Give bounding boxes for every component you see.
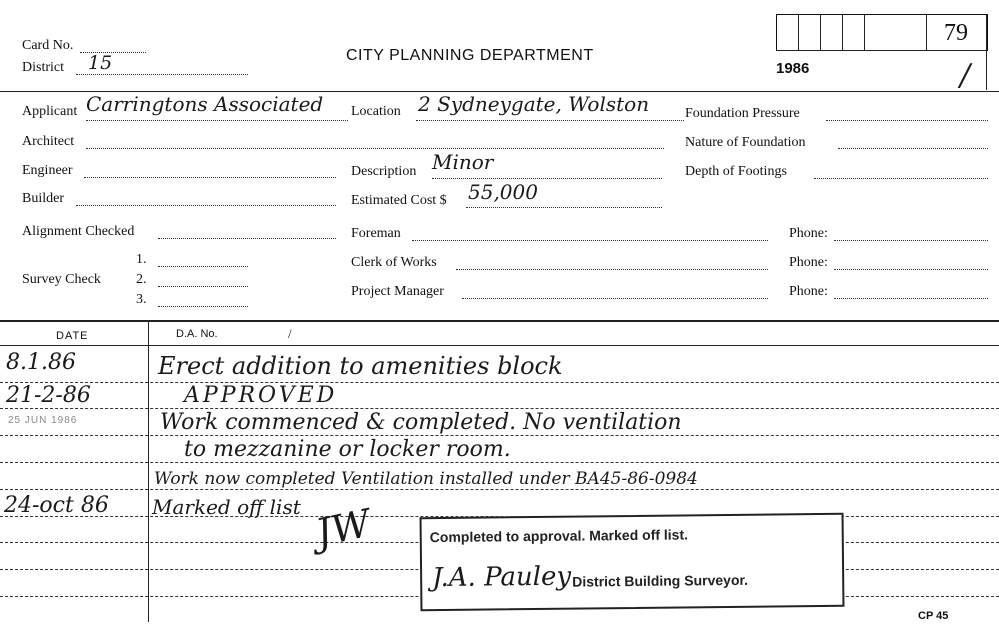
estimated-cost-value: 55,000 xyxy=(468,180,538,204)
district-label: District xyxy=(22,60,64,75)
architect-field xyxy=(86,148,664,149)
survey-field-3 xyxy=(158,306,248,307)
check-mark: / xyxy=(960,58,971,93)
entry-1-date: 8.1.86 xyxy=(6,350,76,375)
entry-5-text: Work now completed Ventilation installed under BA45-86-0984 xyxy=(154,469,698,489)
location-value: 2 Sydneygate, Wolston xyxy=(418,92,650,116)
foundation-pressure-field xyxy=(826,120,988,121)
entry-6-text: Marked off list xyxy=(152,495,301,519)
survey-check-label: Survey Check xyxy=(22,272,101,287)
engineer-label: Engineer xyxy=(22,163,73,178)
entry-4-text: to mezzanine or locker room. xyxy=(184,437,511,462)
clerk-of-works-label: Clerk of Works xyxy=(351,255,437,270)
stamp-line-2: District Building Surveyor. xyxy=(572,571,749,590)
foreman-field xyxy=(412,240,768,241)
district-value: 15 xyxy=(88,52,113,74)
date-column-divider xyxy=(148,322,149,622)
approval-stamp xyxy=(420,513,845,611)
survey-item-1: 1. xyxy=(136,252,147,267)
card-no-label: Card No. xyxy=(22,38,74,53)
estimated-cost-label: Estimated Cost $ xyxy=(351,193,447,208)
description-label: Description xyxy=(351,164,417,179)
location-field xyxy=(416,120,684,121)
entry-6-date: 24-oct 86 xyxy=(4,493,109,518)
builder-label: Builder xyxy=(22,191,64,206)
year-label: 1986 xyxy=(776,60,810,77)
log-divider xyxy=(0,320,999,322)
estimated-cost-field xyxy=(466,207,662,208)
foreman-phone-field xyxy=(834,240,988,241)
entry-3-text: Work commenced & completed. No ventilation xyxy=(160,410,682,435)
header-row-line xyxy=(0,345,999,346)
entry-1-text: Erect addition to amenities block xyxy=(158,352,563,380)
project-manager-field xyxy=(462,298,768,299)
description-value: Minor xyxy=(432,150,494,174)
row-line xyxy=(0,435,999,436)
clerk-of-works-field xyxy=(456,269,768,270)
foreman-label: Foreman xyxy=(351,226,401,241)
alignment-checked-field xyxy=(158,238,336,239)
pm-phone-label: Phone: xyxy=(789,284,828,299)
survey-field-1 xyxy=(158,266,248,267)
applicant-value: Carringtons Associated xyxy=(86,92,324,116)
applicant-label: Applicant xyxy=(22,104,78,119)
row-line xyxy=(0,489,999,490)
architect-label: Architect xyxy=(22,134,75,149)
date-header: DATE xyxy=(56,330,89,342)
depth-of-footings-field xyxy=(814,178,988,179)
row-line xyxy=(0,462,999,463)
stamp-signature: J.A. Pauley xyxy=(432,561,572,594)
initials-signature: JW xyxy=(312,500,375,556)
entry-2-text: APPROVED xyxy=(184,383,338,408)
survey-field-2 xyxy=(158,286,248,287)
description-field xyxy=(432,178,662,179)
location-label: Location xyxy=(351,104,401,119)
pm-phone-field xyxy=(834,298,988,299)
alignment-checked-label: Alignment Checked xyxy=(22,224,135,239)
foundation-pressure-label: Foundation Pressure xyxy=(685,106,800,121)
row-line xyxy=(0,408,999,409)
entry-2-date: 21-2-86 xyxy=(6,383,91,408)
row-line xyxy=(0,382,999,383)
nature-of-foundation-field xyxy=(838,148,988,149)
survey-item-2: 2. xyxy=(136,272,147,287)
builder-field xyxy=(76,205,336,206)
department-title: CITY PLANNING DEPARTMENT xyxy=(346,47,594,64)
project-manager-label: Project Manager xyxy=(351,284,444,299)
survey-item-3: 3. xyxy=(136,292,147,307)
applicant-field xyxy=(86,120,348,121)
district-field xyxy=(76,74,248,75)
depth-of-footings-label: Depth of Footings xyxy=(685,164,787,179)
da-no-header: D.A. No. xyxy=(176,328,218,340)
engineer-field xyxy=(84,177,336,178)
clerk-phone-field xyxy=(834,269,988,270)
clerk-phone-label: Phone: xyxy=(789,255,828,270)
card-number: 79 xyxy=(944,20,968,46)
foreman-phone-label: Phone: xyxy=(789,226,828,241)
stamp-line-1: Completed to approval. Marked off list. xyxy=(429,526,689,546)
form-code: CP 45 xyxy=(918,610,949,622)
nature-of-foundation-label: Nature of Foundation xyxy=(685,135,806,150)
entry-3-date-stamp: 25 JUN 1986 xyxy=(8,415,78,426)
da-no-mark: / xyxy=(288,326,292,341)
